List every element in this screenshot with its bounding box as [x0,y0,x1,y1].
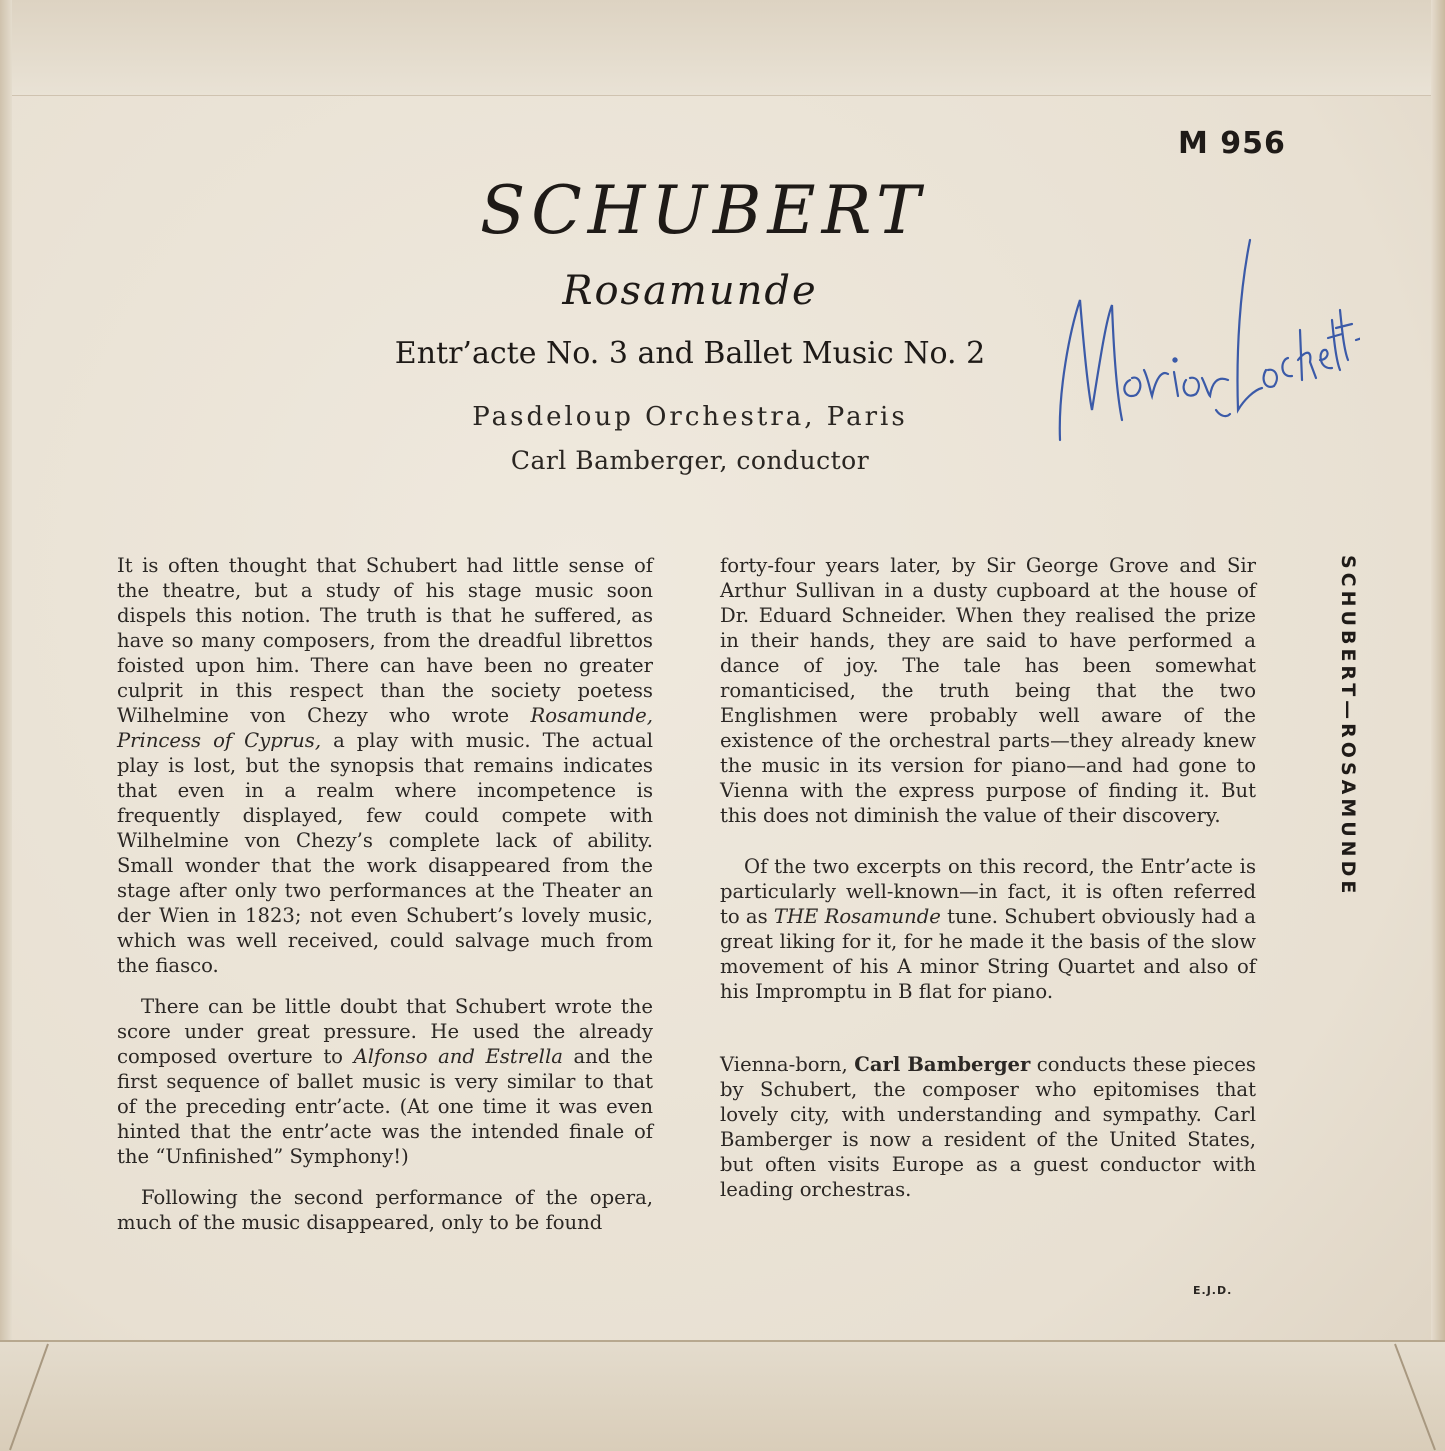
right-edge [1431,0,1445,1449]
paragraph-2-overture-title: Alfonso and Estrella [353,1045,563,1068]
paragraph-4-text-b: tune. Schubert obviously had a great liking for it, for he made it the basis of the slow movement of his A minor String Quartet and also of his Impromptu in B flat for piano. [720,905,1256,1003]
work-title: Rosamunde [562,268,818,314]
paragraph-4-text-a: Of the two excerpts on this record, the Entr’acte is particularly well-known—in fact, it is often referred to as [720,855,1256,928]
conductor-name-bold: Carl Bamberger [854,1053,1031,1076]
author-initials: E.J.D. [1193,1284,1233,1297]
paragraph-1-text-b: a play with music. The actual play is lost, but the synopsis that remains indicates that even in a realm where incompetence is frequently displayed, few could compete with Wilhelmine von Chezy’s complete lack of ability. Small wonder that the work disappeared from the stage after only two performances at the Theater an der Wien in 1823; not even Schubert’s lovely music, which was well received, could salvage much from the fiasco. [117,729,653,977]
paragraph-5-text-b: conducts these pieces by Schubert, the composer who epitomises that lovely city, with understanding and sympathy. Carl Bamberger is now a resident of the United States, but often visits Europe as a guest conductor with leading orchestras. [720,1053,1256,1201]
liner-notes-column-2 [720,553,1256,1202]
bottom-flap [0,1340,1445,1451]
work-subtitle: Entr’acte No. 3 and Ballet Music No. 2 [394,336,986,371]
flap-fold-lines [0,1342,1445,1451]
handwritten-signature [1040,210,1360,450]
paragraph-4 [720,854,1256,1004]
paragraph-5 [720,1052,1256,1202]
composer-title: SCHUBERT [480,172,927,249]
paragraph-2 [117,994,653,1169]
orchestra: Pasdeloup Orchestra, Paris [472,402,908,432]
paragraph-2-text-b: and the first sequence of ballet music is very similar to that of the preceding entr’acte. (At one time it was even hinted that the entr’acte was the intended finale of the “Unfinished” Symphony!) [117,1045,653,1168]
top-fold [0,0,1445,96]
catalog-number: M 956 [1178,126,1286,161]
paragraph-1 [117,553,653,978]
liner-notes-column-1 [117,553,653,1235]
left-edge [0,0,12,1449]
paragraph-1-play-title: Rosamunde, Princess of Cyprus, [117,704,653,752]
paragraph-3-continued: forty-four years later, by Sir George Grove and Sir Arthur Sullivan in a dusty cupboard at the house of Dr. Eduard Schneider. When they realised the prize in their hands, they are said to have performed a dance of joy. The tale has been somewhat romanticised, the truth being that the two Englishmen were probably well aware of the existence of the orchestral parts—they already knew the music in its version for piano—and had gone to Vienna with the express purpose of finding it. But this does not diminish the value of their discovery. [720,554,1256,827]
conductor: Carl Bamberger, conductor [510,446,870,475]
paragraph-3-start: Following the second performance of the opera, much of the music disappeared, only to be found [117,1186,653,1234]
paragraph-1-text-a: It is often thought that Schubert had little sense of the theatre, but a study of his stage music soon dispels this notion. The truth is that he suffered, as have so many composers, from the dreadful librettos foisted upon him. There can have been no greater culprit in this respect than the society poetess Wilhelmine von Chezy who wrote [117,554,653,727]
paragraph-2-text-a: There can be little doubt that Schubert wrote the score under great pressure. He used the already composed overture to [117,995,653,1068]
paragraph-5-text-a: Vienna-born, [720,1053,855,1076]
paragraph-4-tune-title: THE Rosamunde [773,905,941,928]
spine-title: SCHUBERT—ROSAMUNDE [1337,555,1359,898]
